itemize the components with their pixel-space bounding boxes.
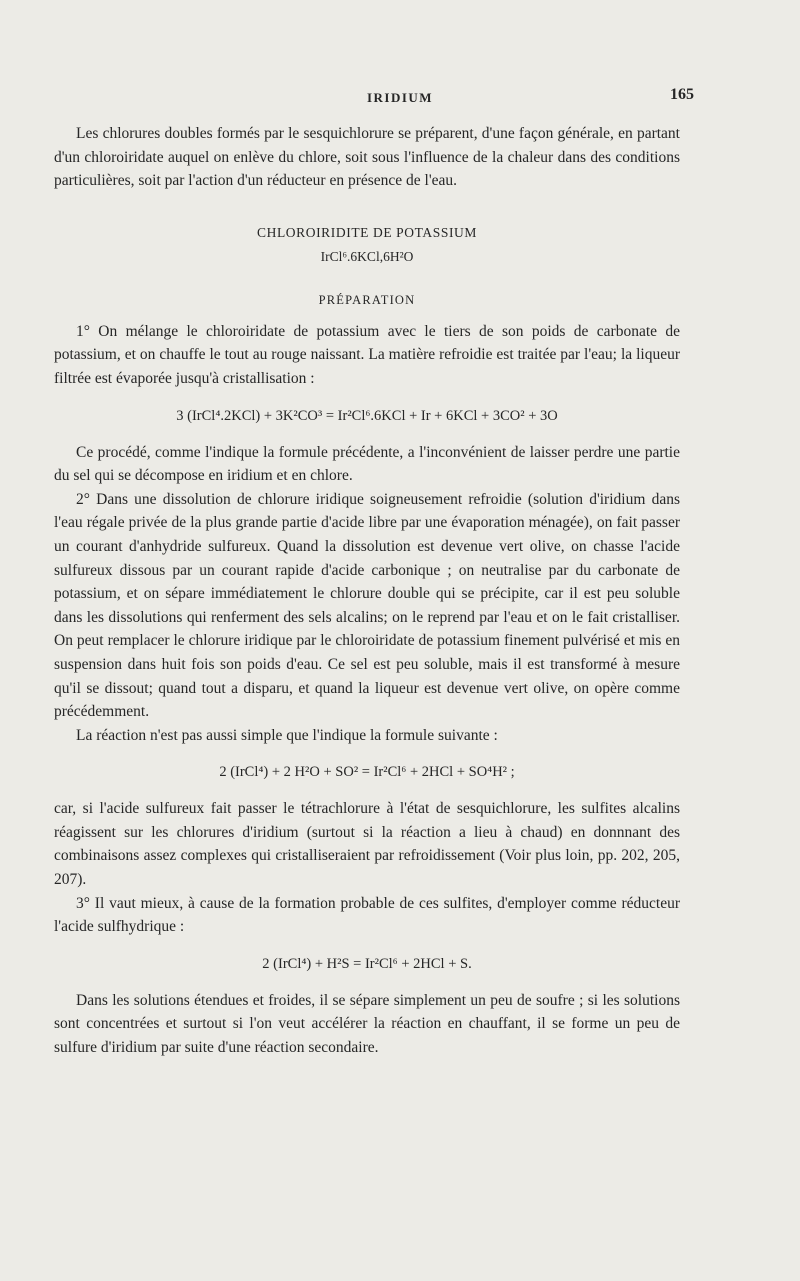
section-title: CHLOROIRIDITE DE POTASSIUM [256,224,478,240]
section-formula: IrCl⁶.6KCl,6H²O [320,248,414,264]
page-body [54,122,680,1060]
paragraph-reaction-explanation: car, si l'acide sulfureux fait passer le tétrachlorure à l'état de sesquichlorure, les sulfites alcalins réagissent sur les chlorures d'iridium (surtout si la réaction a lieu à chaud) en donnnant des combinaisons assez complexes qui cristalliseraient par refroidissement (Voir plus loin, pp. 202, 205, 207). [54,800,680,889]
page-number: 165 [670,86,694,103]
equation-1: 3 (IrCl⁴.2KCl) + 3K²CO³ = Ir²Cl⁶.6KCl + Ir + 6KCl + 3CO² + 3O [176,407,558,424]
equation-3: 2 (IrCl⁴) + H²S = Ir²Cl⁶ + 2HCl + S. [262,955,472,972]
paragraph-method-3: 3° Il vaut mieux, à cause de la formation probable de ces sulfites, d'employer comme réducteur l'acide sulfhydrique : [54,894,680,936]
preparation-heading: PRÉPARATION [318,292,416,307]
paragraph-method-1-note: Ce procédé, comme l'indique la formule précédente, a l'inconvénient de laisser perdre une partie du sel qui se décompose en iridium et en chlore. [54,443,680,485]
intro-paragraph: Les chlorures doubles formés par le sesquichlorure se préparent, d'une façon générale, en partant d'un chloroiridate auquel on enlève du chlore, soit sous l'influence de la chaleur dans des conditions particulières, soit par l'action d'un réducteur en présence de l'eau. [54,125,680,190]
paragraph-reaction-intro: La réaction n'est pas aussi simple que l'indique la formule suivante : [76,726,498,744]
paragraph-method-2: 2° Dans une dissolution de chlorure iridique soigneusement refroidie (solution d'iridium dans l'eau régale privée de la plus grande partie d'acide libre par une évaporation ménagée), on fait passer un courant d'anhydride sulfureux. Quand la dissolution est devenue vert olive, on chasse l'acide sulfureux dissous par un courant rapide d'acide carbonique ; on neutralise par du carbonate de potassium, et on sépare immédiatement le chlorure double qui se précipite, car il est peu soluble dans les dissolutions qui renferment des sels alcalins; on le reprend par l'eau et on le fait cristalliser. On peut remplacer le chlorure iridique par le chloroiridate de potassium finement pulvérisé et mis en suspension dans huit fois son poids d'eau. Ce sel est peu soluble, mais il est transformé à mesure qu'il se dissout; quand tout a disparu, et quand la liqueur est devenue vert olive, on opère comme précédemment. [54,490,680,721]
equation-2: 2 (IrCl⁴) + 2 H²O + SO² = Ir²Cl⁶ + 2HCl + SO⁴H² ; [219,764,515,781]
paragraph-conclusion: Dans les solutions étendues et froides, il se sépare simplement un peu de soufre ; si les solutions sont concentrées et surtout si l'on veut accélérer la réaction en chauffant, il se forme un peu de sulfure d'iridium par suite d'une réaction secondaire. [54,991,680,1057]
running-header: IRIDIUM [366,90,434,105]
paragraph-method-1: 1° On mélange le chloroiridate de potassium avec le tiers de son poids de carbonate de potassium, et on chauffe le tout au rouge naissant. La matière refroidie est traitée par l'eau; la liqueur filtrée est évaporée jusqu'à cristallisation : [54,322,680,387]
